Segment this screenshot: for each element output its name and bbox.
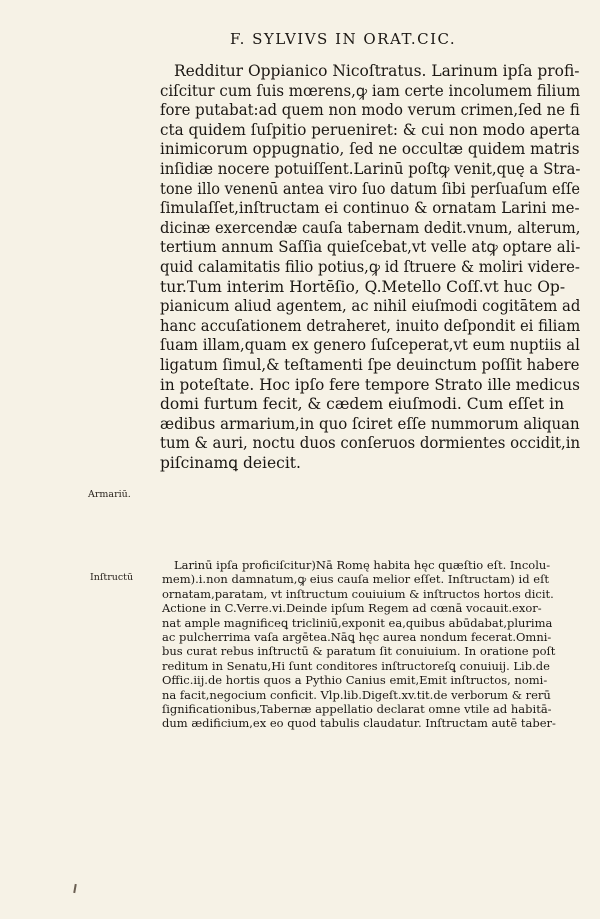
text-line: pianicum aliud agentem, ac nihil eiuſmodi cogitātem ad: [160, 297, 581, 316]
text-line: Redditur Oppianico Nicoſtratus. Larinum ipſa profi-: [173, 62, 580, 80]
ink-speck: [73, 884, 77, 893]
text-line: piſcinamꝗ deiecit.: [160, 453, 301, 472]
commentary-line: mem).i.non damnatum,ꝙ eius cauſa melior eſſet. Inſtructam) id eſt: [162, 572, 549, 587]
commentary-line: nat ample magnificeꝗ tricliniū,exponit ea,quibus abūdabat,plurima: [162, 615, 553, 630]
text-line: cta quidem ſuſpitio perueniret: & cui non modo aperta: [160, 120, 580, 139]
commentary-block: [162, 558, 582, 731]
text-line: ædibus armarium,in quo ſciret eſſe nummorum aliquan: [160, 414, 580, 433]
commentary-line: Larinū ipſa proficiſcitur)Nā Romę habita hęc quæſtio eſt. Incolu-: [174, 558, 551, 572]
commentary-line: reditum in Senatu,Hi ſunt conditores inſtructoreſꝗ conuiuij. Lib.de: [162, 658, 550, 673]
commentary-line: Offic.iij.de hortis quos a Pythio Canius emit,Emit inſtructos, nomi-: [162, 673, 548, 688]
text-line: tur.Tum interim Hortēſio, Q.Metello Coſſ.vt huc Op-: [160, 277, 566, 296]
commentary-line: ſignificationibus,Tabernæ appellatio declarat omne vtile ad habitā-: [162, 701, 552, 716]
text-line: hanc accuſationem detraheret, inuito deſpondit ei filiam: [160, 316, 581, 335]
text-line: fore putabat:ad quem non modo verum crimen,ſed ne fi: [160, 101, 580, 120]
main-text-block: [160, 62, 580, 473]
text-line: tum & auri, noctu duos conſeruos dormientes occidit,in: [160, 434, 581, 453]
text-line: quid calamitatis filio potius,ꝙ id ſtruere & moliri videre-: [160, 257, 580, 276]
margin-note-instructum: Inſtructū: [90, 572, 134, 583]
text-line: ſuam illam,quam ex genero ſuſceperat,vt eum nuptiis al: [160, 336, 580, 355]
text-line: domi furtum fecit, & cædem eiuſmodi. Cum eſſet in: [160, 395, 565, 414]
commentary-line: na facit,negocium conficit. Vlp.lib.Digeſt.xv.tit.de verborum & rerū: [162, 687, 551, 702]
text-line: dicinæ exercendæ cauſa tabernam dedit.vnum, alterum,: [160, 218, 581, 237]
text-line: tertium annum Saſſia quieſcebat,vt velle atꝙ optare ali-: [160, 238, 581, 257]
commentary-line: bus curat rebus inſtructū & paratum ſit conuiuium. In oratione poſt: [162, 644, 556, 659]
text-line: in poteſtate. Hoc ipſo fere tempore Strato ille medicus: [160, 375, 580, 394]
text-line: tone illo venenū antea viro ſuo datum ſibi perſuaſum eſſe: [160, 179, 581, 198]
text-line: ciſcitur cum ſuis mœrens,ꝙ iam certe incolumem filium: [160, 81, 581, 100]
running-head: F. SYLVIVS IN ORAT.CIC.: [230, 30, 457, 48]
text-line: ligatum ſimul,& teſtamenti ſpe deuinctum poſſit habere: [160, 355, 580, 374]
text-line: inſidiæ nocere potuiſſent.Larinū poſtꝙ venit,quę a Stra-: [160, 159, 581, 178]
text-line: ſimulaſſet,inſtructam ei continuo & ornatam Larini me-: [160, 199, 580, 218]
text-line: inimicorum oppugnatio, ſed ne occultæ quidem matris: [160, 140, 580, 159]
commentary-line: ac pulcherrima vaſa argētea.Nāꝗ hęc aurea nondum fecerat.Omni-: [162, 629, 552, 644]
commentary-line: ornatam,paratam, vt inſtructum couiuium & inſtructos hortos dicit.: [162, 586, 554, 601]
commentary-line: Actione in C.Verre.vi.Deinde ipſum Regem ad cœnā vocauit.exor-: [162, 601, 542, 616]
commentary-line: dum ædificium,ex eo quod tabulis claudatur. Inſtructam autē taber-: [162, 716, 556, 731]
margin-note-armarium: Armariū.: [88, 489, 131, 500]
